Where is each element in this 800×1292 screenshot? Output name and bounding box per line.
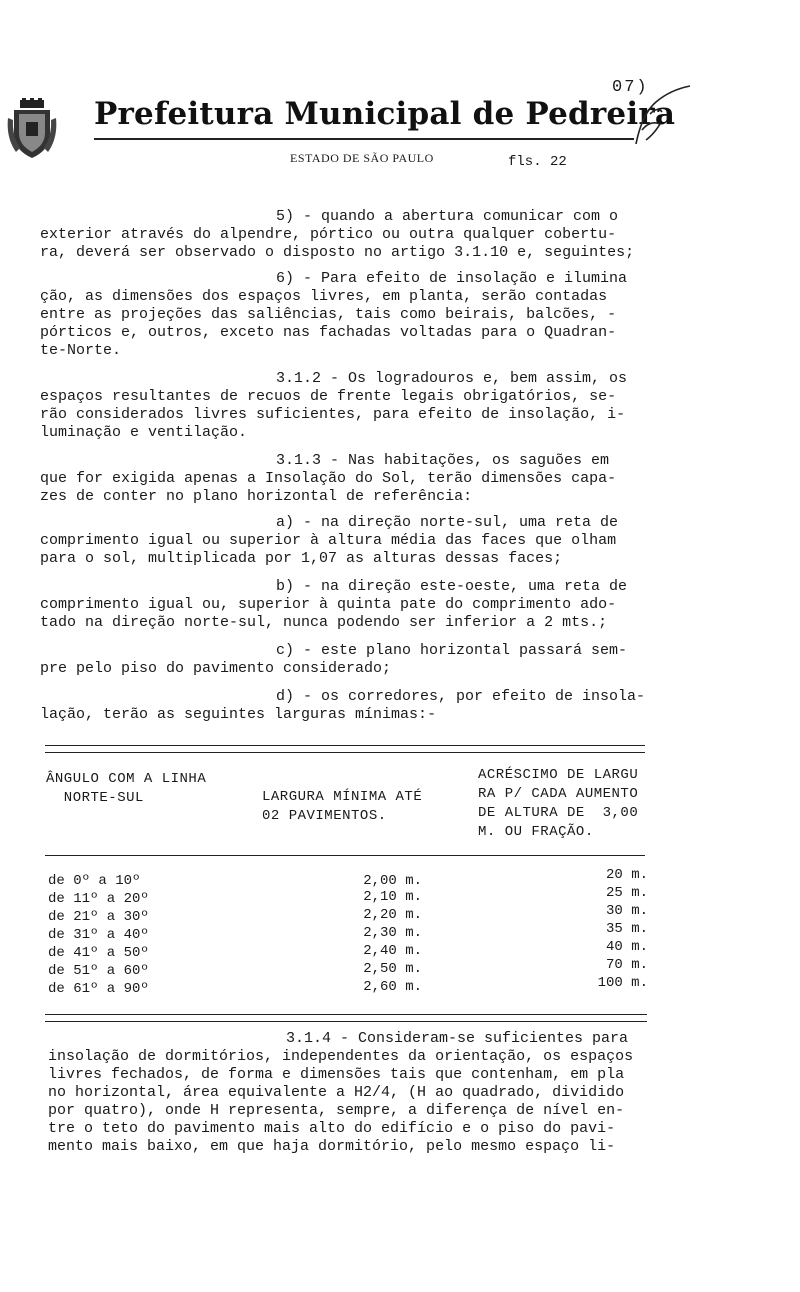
table-cell-width: 2,40 m. — [363, 943, 422, 959]
table-bottom-rule — [45, 1021, 647, 1022]
table-cell-angle: de 0º a 10º — [48, 873, 141, 889]
table-cell-increment: 20 m. — [605, 867, 648, 883]
table-cell-angle: de 21º a 30º — [48, 909, 149, 925]
table-cell-width: 2,30 m. — [363, 925, 422, 941]
table-cell-width: 2,20 m. — [363, 907, 422, 923]
table-header-increment: ACRÉSCIMO DE LARGU RA P/ CADA AUMENTO DE ALTURA DE 3,00 M. OU FRAÇÃO. — [478, 767, 639, 840]
body-line: 3.1.3 - Nas habitações, os saguões em — [276, 452, 610, 469]
body-line: te-Norte. — [40, 342, 122, 359]
body-line: pórticos e, outros, exceto nas fachadas voltadas para o Quadran- — [40, 324, 617, 341]
table-cell-increment: 70 m. — [605, 957, 648, 973]
table-cell-width: 2,00 m. — [363, 873, 422, 889]
sheet-number: fls. 22 — [508, 154, 567, 170]
table-cell-increment: 30 m. — [605, 903, 648, 919]
table-cell-increment: 35 m. — [605, 921, 648, 937]
body-line: d) - os corredores, por efeito de insola- — [276, 688, 646, 705]
header-underline — [94, 138, 634, 140]
body-line: no horizontal, área equivalente a H2/4, (H ao quadrado, dividido — [48, 1084, 625, 1101]
body-line: pre pelo piso do pavimento considerado; — [40, 660, 392, 677]
table-cell-increment: 100 m. — [597, 975, 648, 991]
body-line: comprimento igual ou superior à altura média das faces que olham — [40, 532, 617, 549]
table-bottom-rule — [45, 1014, 647, 1015]
body-line: exterior através do alpendre, pórtico ou outra qualquer cobertu- — [40, 226, 617, 243]
body-line: mento mais baixo, em que haja dormitório, pelo mesmo espaço li- — [48, 1138, 616, 1155]
signature-initials-icon — [632, 84, 694, 148]
body-line: luminação e ventilação. — [40, 424, 248, 441]
body-line: 5) - quando a abertura comunicar com o — [276, 208, 619, 225]
body-line: que for exigida apenas a Insolação do Sol, terão dimensões capa- — [40, 470, 617, 487]
body-line: b) - na direção este-oeste, uma reta de — [276, 578, 628, 595]
table-cell-increment: 40 m. — [605, 939, 648, 955]
table-cell-angle: de 61º a 90º — [48, 981, 149, 997]
body-line: por quatro), onde H representa, sempre, a diferença de nível en- — [48, 1102, 625, 1119]
body-line: 3.1.2 - Os logradouros e, bem assim, os — [276, 370, 628, 387]
body-line: comprimento igual ou, superior à quinta pate do comprimento ado- — [40, 596, 617, 613]
body-line: livres fechados, de forma e dimensões tais que contenham, em pla — [48, 1066, 625, 1083]
body-line: entre as projeções das saliências, tais como beirais, balcões, - — [40, 306, 617, 323]
table-header-angle: ÂNGULO COM A LINHA NORTE-SUL — [46, 771, 207, 806]
body-line: ra, deverá ser observado o disposto no artigo 3.1.10 e, seguintes; — [40, 244, 635, 261]
table-header-width: LARGURA MÍNIMA ATÉ 02 PAVIMENTOS. — [262, 789, 423, 824]
page-title: Prefeitura Municipal de Pedreira — [94, 96, 676, 132]
table-header-rule — [45, 855, 645, 856]
state-label: ESTADO DE SÃO PAULO — [290, 151, 434, 165]
municipal-crest-icon — [6, 98, 58, 160]
table-cell-angle: de 31º a 40º — [48, 927, 149, 943]
body-line: 3.1.4 - Consideram-se suficientes para — [286, 1030, 629, 1047]
table-top-rule — [45, 752, 645, 753]
body-line: c) - este plano horizontal passará sem- — [276, 642, 628, 659]
folio-number: 07) — [612, 78, 649, 97]
body-line: a) - na direção norte-sul, uma reta de — [276, 514, 619, 531]
table-cell-angle: de 11º a 20º — [48, 891, 149, 907]
table-cell-angle: de 51º a 60º — [48, 963, 149, 979]
body-line: zes de conter no plano horizontal de referência: — [40, 488, 473, 505]
body-line: tre o teto do pavimento mais alto do edifício e o piso do pavi- — [48, 1120, 616, 1137]
body-line: para o sol, multiplicada por 1,07 as alturas dessas faces; — [40, 550, 563, 567]
table-cell-width: 2,10 m. — [363, 889, 422, 905]
table-cell-width: 2,50 m. — [363, 961, 422, 977]
body-line: rão considerados livres suficientes, para efeito de insolação, i- — [40, 406, 626, 423]
table-top-rule — [45, 745, 645, 746]
body-line: ção, as dimensões dos espaços livres, em planta, serão contadas — [40, 288, 608, 305]
body-line: lação, terão as seguintes larguras mínimas:- — [40, 706, 437, 723]
body-line: tado na direção norte-sul, nunca podendo ser inferior a 2 mts.; — [40, 614, 608, 631]
body-line: 6) - Para efeito de insolação e ilumina — [276, 270, 628, 287]
table-cell-angle: de 41º a 50º — [48, 945, 149, 961]
body-line: insolação de dormitórios, independentes da orientação, os espaços — [48, 1048, 634, 1065]
table-cell-width: 2,60 m. — [363, 979, 422, 995]
table-cell-increment: 25 m. — [605, 885, 648, 901]
body-line: espaços resultantes de recuos de frente legais obrigatórios, se- — [40, 388, 617, 405]
